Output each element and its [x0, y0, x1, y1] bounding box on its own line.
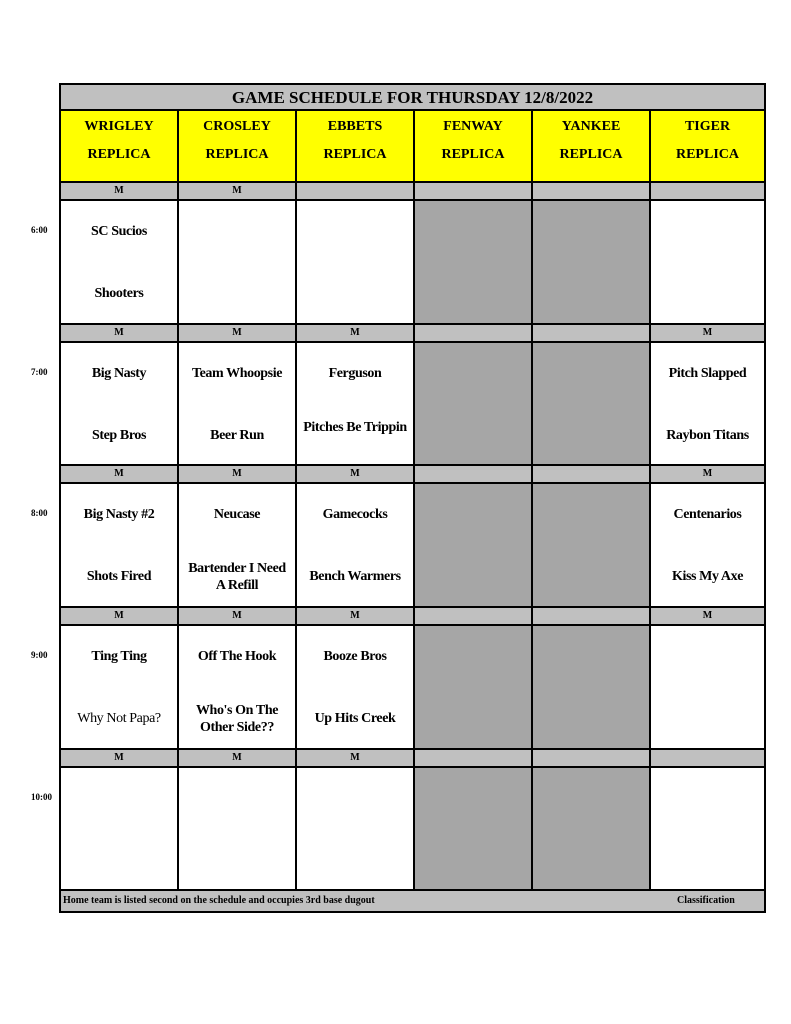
classification-label: Classification	[677, 895, 735, 906]
game-cell	[179, 626, 297, 748]
game-row	[61, 626, 764, 750]
game-cell	[651, 626, 764, 748]
field-header-crosley	[179, 111, 297, 181]
classification-cell: M	[61, 750, 179, 766]
closed-field-cell	[415, 201, 533, 323]
game-row	[61, 343, 764, 466]
game-cell	[61, 484, 179, 606]
classification-cell	[533, 608, 651, 624]
classification-cell	[533, 750, 651, 766]
field-name: YANKEE	[561, 119, 621, 134]
game-cell	[61, 626, 179, 748]
classification-cell	[533, 325, 651, 341]
field-name: EBBETS	[327, 119, 383, 134]
game-row	[61, 768, 764, 891]
away-team: Pitch Slapped	[668, 366, 747, 381]
field-header-ebbets	[297, 111, 415, 181]
home-team: Step Bros	[91, 428, 147, 443]
game-cell	[61, 768, 179, 889]
field-subtitle: REPLICA	[675, 147, 739, 162]
classification-cell: M	[61, 608, 179, 624]
classification-cell	[651, 183, 764, 199]
classification-cell: M	[179, 608, 297, 624]
classification-cell	[415, 750, 533, 766]
game-cell	[651, 343, 764, 464]
away-team: Centenarios	[673, 507, 742, 522]
classification-cell: M	[179, 466, 297, 482]
field-subtitle: REPLICA	[559, 147, 623, 162]
field-name: WRIGLEY	[84, 119, 154, 134]
classification-cell	[415, 325, 533, 341]
schedule-sheet	[59, 83, 766, 913]
schedule-title: GAME SCHEDULE FOR THURSDAY 12/8/2022	[61, 85, 764, 111]
game-row	[61, 484, 764, 608]
game-cell	[651, 201, 764, 323]
classification-cell: M	[179, 183, 297, 199]
field-subtitle: REPLICA	[205, 147, 269, 162]
away-team: SC Sucios	[91, 224, 147, 239]
classification-row	[61, 608, 764, 626]
field-header-yankee	[533, 111, 651, 181]
home-team: Bartender I Need A Refill	[188, 561, 286, 593]
classification-cell: M	[61, 466, 179, 482]
home-team: Up Hits Creek	[314, 711, 396, 726]
game-cell	[61, 201, 179, 323]
field-name: CROSLEY	[203, 119, 271, 134]
home-team: Pitches Be Trippin	[303, 420, 407, 435]
game-cell	[651, 768, 764, 889]
away-team: Big Nasty #2	[83, 507, 155, 522]
home-team: Shooters	[94, 286, 144, 301]
time-label: 6:00	[31, 225, 48, 235]
away-team: Ferguson	[328, 366, 382, 381]
away-team: Ting Ting	[91, 649, 147, 664]
home-team: Shots Fired	[86, 569, 152, 584]
classification-cell: M	[297, 750, 415, 766]
schedule-footer	[61, 891, 764, 911]
game-row	[61, 201, 764, 325]
classification-cell	[651, 750, 764, 766]
game-cell	[297, 343, 415, 464]
field-subtitle: REPLICA	[87, 147, 151, 162]
classification-cell: M	[297, 608, 415, 624]
game-cell	[179, 768, 297, 889]
game-cell	[179, 484, 297, 606]
classification-cell	[415, 466, 533, 482]
classification-cell: M	[651, 466, 764, 482]
classification-cell: M	[61, 183, 179, 199]
time-label: 9:00	[31, 650, 48, 660]
home-team: Why Not Papa?	[77, 711, 161, 726]
away-team: Big Nasty	[91, 366, 147, 381]
time-label: 7:00	[31, 367, 48, 377]
game-cell	[179, 201, 297, 323]
field-header-tiger	[651, 111, 764, 181]
home-team: Bench Warmers	[309, 569, 401, 584]
closed-field-cell	[533, 343, 651, 464]
classification-cell: M	[651, 608, 764, 624]
home-team: Beer Run	[210, 428, 264, 443]
game-cell	[297, 626, 415, 748]
away-team: Off The Hook	[197, 649, 277, 664]
home-team-note: Home team is listed second on the schedule and occupies 3rd base dugout	[63, 895, 375, 906]
classification-cell	[415, 608, 533, 624]
classification-cell: M	[297, 325, 415, 341]
away-team: Neucase	[213, 507, 261, 522]
game-cell	[179, 343, 297, 464]
game-cell	[297, 201, 415, 323]
home-team: Kiss My Axe	[671, 569, 744, 584]
home-team: Who's On The Other Side??	[195, 703, 279, 735]
closed-field-cell	[415, 626, 533, 748]
game-cell	[297, 768, 415, 889]
closed-field-cell	[533, 626, 651, 748]
field-name: TIGER	[684, 119, 731, 134]
field-header-wrigley	[61, 111, 179, 181]
game-cell	[651, 484, 764, 606]
home-team: Raybon Titans	[666, 428, 749, 443]
classification-cell: M	[61, 325, 179, 341]
classification-cell	[533, 183, 651, 199]
field-subtitle: REPLICA	[323, 147, 387, 162]
closed-field-cell	[533, 768, 651, 889]
classification-cell	[297, 183, 415, 199]
closed-field-cell	[533, 484, 651, 606]
closed-field-cell	[415, 343, 533, 464]
classification-cell: M	[297, 466, 415, 482]
field-header-row	[61, 111, 764, 183]
closed-field-cell	[415, 484, 533, 606]
field-header-fenway	[415, 111, 533, 181]
away-team: Team Whoopsie	[191, 366, 283, 381]
classification-row	[61, 183, 764, 201]
classification-cell	[533, 466, 651, 482]
classification-row	[61, 750, 764, 768]
game-cell	[297, 484, 415, 606]
classification-row	[61, 325, 764, 343]
closed-field-cell	[533, 201, 651, 323]
time-label: 8:00	[31, 508, 48, 518]
classification-cell	[415, 183, 533, 199]
field-subtitle: REPLICA	[441, 147, 505, 162]
away-team: Gamecocks	[322, 507, 388, 522]
classification-cell: M	[179, 325, 297, 341]
classification-row	[61, 466, 764, 484]
classification-cell: M	[179, 750, 297, 766]
classification-cell: M	[651, 325, 764, 341]
field-name: FENWAY	[443, 119, 503, 134]
time-label: 10:00	[31, 792, 52, 802]
closed-field-cell	[415, 768, 533, 889]
away-team: Booze Bros	[323, 649, 387, 664]
game-cell	[61, 343, 179, 464]
